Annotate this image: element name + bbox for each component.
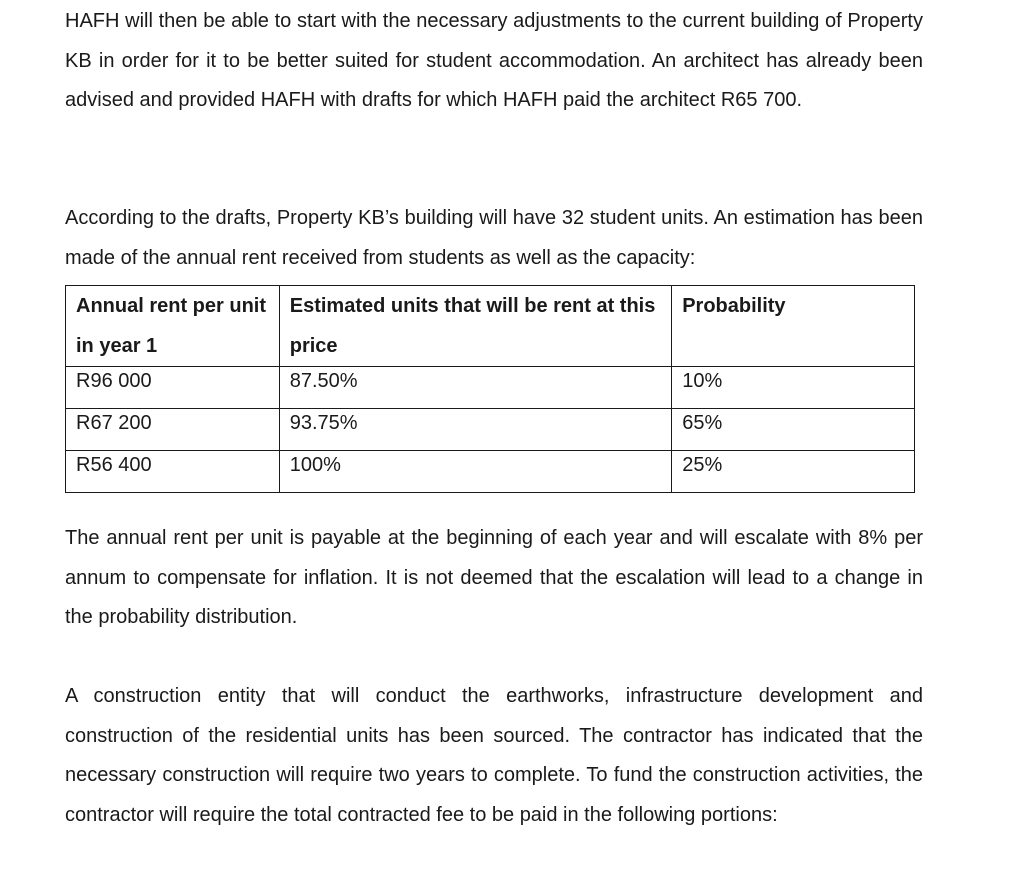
header-probability: Probability [672, 286, 915, 367]
paragraph-rent-escalation: The annual rent per unit is payable at the beginning of each year and will escalate with 8% per annum to compensate for inflation. It is not deemed that the escalation will lead to a change in the probability distribution. [65, 527, 923, 629]
paragraph-architect-fee: HAFH will then be able to start with the necessary adjustments to the current building of Property KB in order for it to be better suited for student accommodation. An architect has already been advised and provided HAFH with drafts for which HAFH paid the architect R65 700. [65, 10, 923, 112]
cell-units: 100% [279, 451, 671, 493]
cell-rent: R56 400 [66, 451, 280, 493]
rent-probability-table [65, 285, 915, 493]
cell-rent: R96 000 [66, 367, 280, 409]
header-estimated-units: Estimated units that will be rent at this price [279, 286, 671, 367]
paragraph-student-units: According to the drafts, Property KB’s building will have 32 student units. An estimation has been made of the annual rent received from students as well as the capacity: [65, 207, 923, 269]
paragraph-construction-contractor: A construction entity that will conduct the earthworks, infrastructure development and construction of the residential units has been sourced. The contractor has indicated that the necessary construction will require two years to complete. To fund the construction activities, the contractor will require the total contracted fee to be paid in the following portions: [65, 685, 923, 826]
table-header-row [66, 286, 915, 367]
cell-units: 93.75% [279, 409, 671, 451]
table-row [66, 409, 915, 451]
cell-probability: 65% [672, 409, 915, 451]
cell-probability: 10% [672, 367, 915, 409]
cell-units: 87.50% [279, 367, 671, 409]
table-row [66, 451, 915, 493]
cell-probability: 25% [672, 451, 915, 493]
cell-rent: R67 200 [66, 409, 280, 451]
table-row [66, 367, 915, 409]
header-annual-rent: Annual rent per unit in year 1 [66, 286, 280, 367]
